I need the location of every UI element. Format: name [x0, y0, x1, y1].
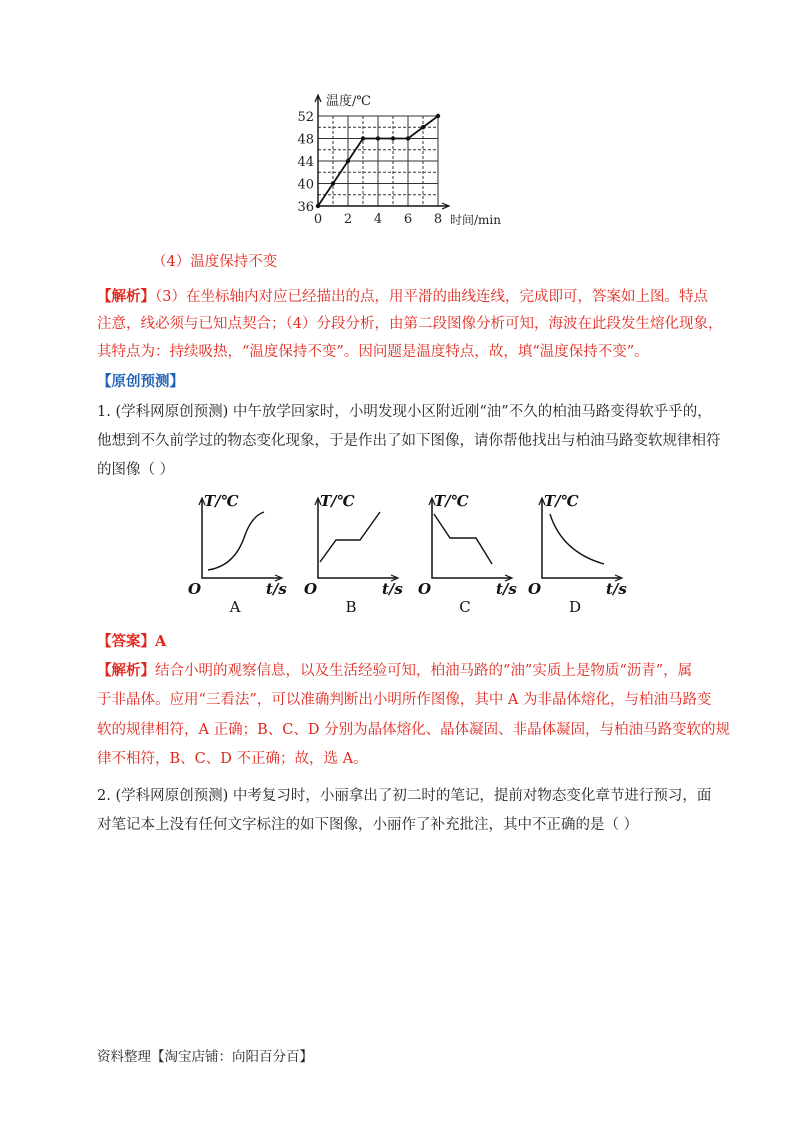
y-axis-label: T/℃: [320, 492, 355, 510]
data-point: [391, 136, 395, 140]
analysis-2-line-1: [97, 661, 717, 681]
option-letter: A: [229, 598, 241, 615]
origin-label: O: [418, 580, 432, 598]
axes: [318, 500, 396, 578]
x-tick-label: 0: [313, 212, 323, 227]
option-letter: C: [459, 598, 471, 615]
section-heading: 【原创预测】: [97, 373, 184, 390]
question-1-line-1: 1. (学科网原创预测) 中午放学回家时，小明发现小区附近刚“油”不久的柏油马路变得软乎乎的，: [97, 404, 712, 420]
y-axis-label: T/℃: [434, 492, 469, 510]
analysis-1-line-1: [97, 287, 717, 307]
x-axis-label: t/s: [382, 580, 403, 598]
data-point: [316, 204, 320, 208]
x-tick-label: 8: [433, 212, 443, 227]
data-point: [346, 159, 350, 163]
analysis-tag: 【解析】: [97, 288, 155, 305]
analysis-2-line-4: 律不相符，B、C、D 不正确；故，选 A。: [97, 751, 368, 767]
y-tick-label: 52: [297, 110, 314, 125]
data-point: [361, 136, 365, 140]
analysis-2-text: 结合小明的观察信息，以及生活经验可知，柏油马路的“油”实质上是物质“沥青”，属: [155, 663, 693, 679]
option-graph-a: [180, 490, 290, 615]
graph-curve: [320, 512, 380, 562]
origin-label: O: [528, 580, 542, 598]
data-point: [436, 114, 440, 118]
graph-curve: [550, 514, 604, 564]
option-letter: B: [345, 598, 357, 615]
x-tick-label: 4: [373, 212, 383, 227]
data-point: [406, 136, 410, 140]
option-graph-c: [410, 490, 520, 615]
graph-curve: [208, 512, 264, 570]
axes: [542, 500, 620, 578]
answer-1: 【答案】A: [97, 633, 167, 650]
y-tick-label: 48: [297, 132, 314, 148]
graph-curve: [434, 514, 492, 564]
x-axis-label: t/s: [496, 580, 517, 598]
data-point: [376, 136, 380, 140]
y-axis-label: T/℃: [204, 492, 239, 510]
x-tick-label: 2: [343, 212, 353, 227]
option-letter: D: [568, 598, 582, 615]
data-point: [331, 181, 335, 185]
question-2-line-2: 对笔记本上没有任何文字标注的如下图像，小丽作了补充批注，其中不正确的是（ ）: [97, 817, 639, 833]
chart-axes: [315, 95, 449, 209]
y-tick-label: 36: [297, 200, 314, 215]
analysis-1-line-3: 其特点为：持续吸热，“温度保持不变”。因问题是温度特点，故，填“温度保持不变”。: [97, 344, 649, 360]
y-tick-label: 40: [297, 177, 314, 193]
y-axis-label: T/℃: [544, 492, 579, 510]
data-point: [421, 125, 425, 129]
analysis-2-line-3: 软的规律相符，A 正确；B、C、D 分别为晶体熔化、晶体凝固、非晶体凝固，与柏油马路变软的规: [97, 722, 731, 738]
axes: [202, 500, 280, 578]
analysis-1-text: （3）在坐标轴内对应已经描出的点，用平滑的曲线连线，完成即可，答案如上图。特点: [155, 289, 708, 305]
x-axis-label: t/s: [266, 580, 287, 598]
melting-chart: [290, 88, 510, 238]
axes: [432, 500, 510, 578]
x-tick-label: 6: [403, 212, 413, 227]
x-axis-label: t/s: [606, 580, 627, 598]
analysis-tag: 【解析】: [97, 662, 155, 679]
footer: 资料整理【淘宝店铺：向阳百分百】: [97, 1049, 313, 1065]
y-axis-label: 温度/℃: [326, 94, 371, 109]
question-1-line-3: 的图像（ ）: [97, 462, 175, 478]
origin-label: O: [304, 580, 318, 598]
origin-label: O: [188, 580, 202, 598]
option-graph-d: [520, 490, 630, 615]
x-axis-label: 时间/min: [450, 213, 501, 227]
option-graph-b: [296, 490, 406, 615]
analysis-2-line-2: 于非晶体。应用“三看法”，可以准确判断出小明所作图像，其中 A 为非晶体熔化，与柏油马路变: [97, 692, 712, 708]
analysis-1-line-2: 注意，线必须与已知点契合；（4）分段分析，由第二段图像分析可知，海波在此段发生熔化现象，: [97, 316, 723, 332]
question-1-line-2: 他想到不久前学过的物态变化现象，于是作出了如下图像，请你帮他找出与柏油马路变软规律相符: [97, 433, 721, 449]
answer-4: （4）温度保持不变: [152, 254, 278, 270]
y-tick-label: 44: [297, 155, 314, 170]
question-2-line-1: 2. (学科网原创预测) 中考复习时，小丽拿出了初二时的笔记，提前对物态变化章节进行预习，面: [97, 788, 712, 804]
